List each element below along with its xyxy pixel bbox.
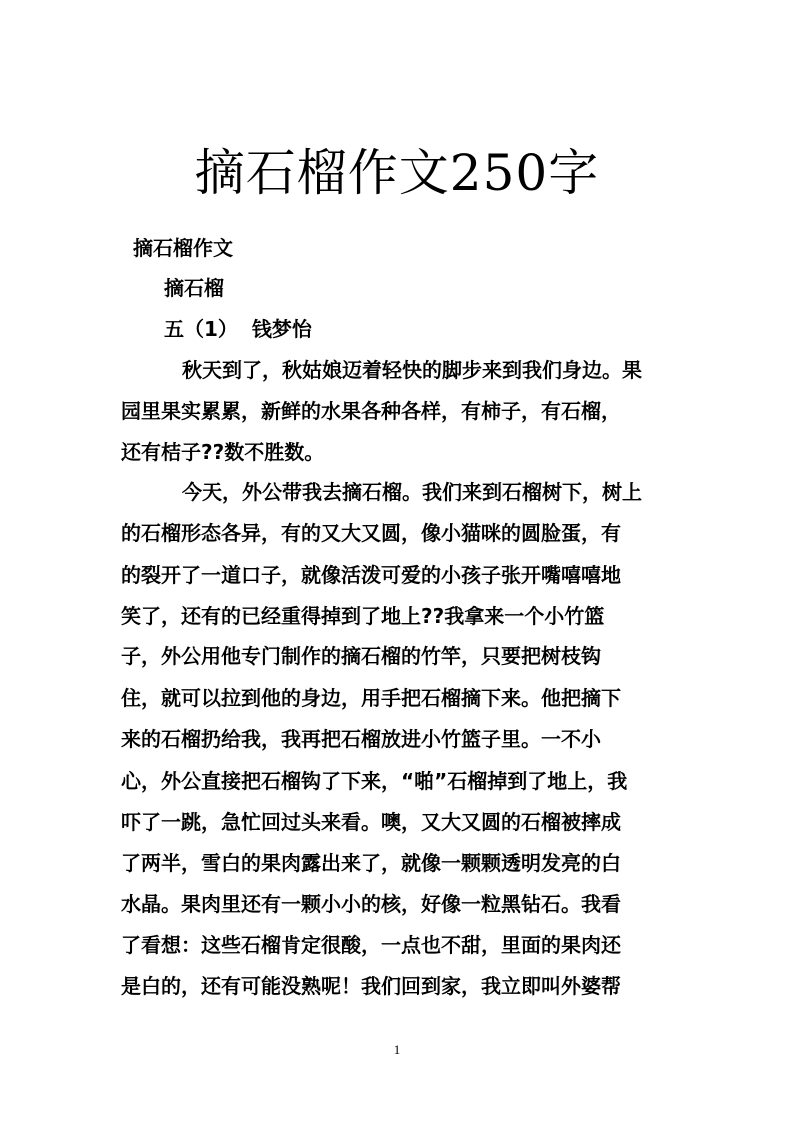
paragraph-line: 水晶。果肉里还有一颗小小的核，好像一粒黑钻石。我看 xyxy=(121,892,621,916)
paragraph-line: 秋天到了，秋姑娘迈着轻快的脚步来到我们身边。果 xyxy=(182,358,642,382)
paragraph-line: 的石榴形态各异，有的又大又圆，像小猫咪的圆脸蛋，有 xyxy=(121,521,621,545)
paragraph-line: 子，外公用他专门制作的摘石榴的竹竿，只要把树枝钩 xyxy=(121,644,601,668)
paragraph-line: 住，就可以拉到他的身边，用手把石榴摘下来。他把摘下 xyxy=(121,686,621,710)
paragraph-line: 了两半，雪白的果肉露出来了，就像一颗颗透明发亮的白 xyxy=(121,851,621,875)
paragraph-line: 吓了一跳，急忙回过头来看。噢，又大又圆的石榴被摔成 xyxy=(121,810,621,834)
essay-title: 摘石榴 xyxy=(164,276,224,300)
paragraph-line: 心，外公直接把石榴钩了下来，“啪”石榴掉到了地上，我 xyxy=(121,769,628,793)
paragraph-line: 今天，外公带我去摘石榴。我们来到石榴树下，树上 xyxy=(182,480,642,504)
paragraph-line: 来的石榴扔给我，我再把石榴放进小竹篮子里。一不小 xyxy=(121,727,601,751)
paragraph-line: 是白的，还有可能没熟呢！我们回到家，我立即叫外婆帮 xyxy=(121,974,621,998)
page-number: 1 xyxy=(393,1042,401,1057)
paragraph-line: 园里果实累累，新鲜的水果各种各样，有柿子，有石榴， xyxy=(121,399,621,423)
paragraph-line: 还有桔子??数不胜数。 xyxy=(121,440,325,464)
author-line: 五（1） 钱梦怡 xyxy=(164,317,312,341)
paragraph-line: 笑了，还有的已经重得掉到了地上??我拿来一个小竹篮 xyxy=(121,604,605,628)
paragraph-line: 的裂开了一道口子，就像活泼可爱的小孩子张开嘴嘻嘻地 xyxy=(121,563,621,587)
subheading: 摘石榴作文 xyxy=(133,236,233,260)
paragraph-line: 了看想：这些石榴肯定很酸，一点也不甜，里面的果肉还 xyxy=(121,933,621,957)
document-title: 摘石榴作文250字 xyxy=(194,144,600,202)
